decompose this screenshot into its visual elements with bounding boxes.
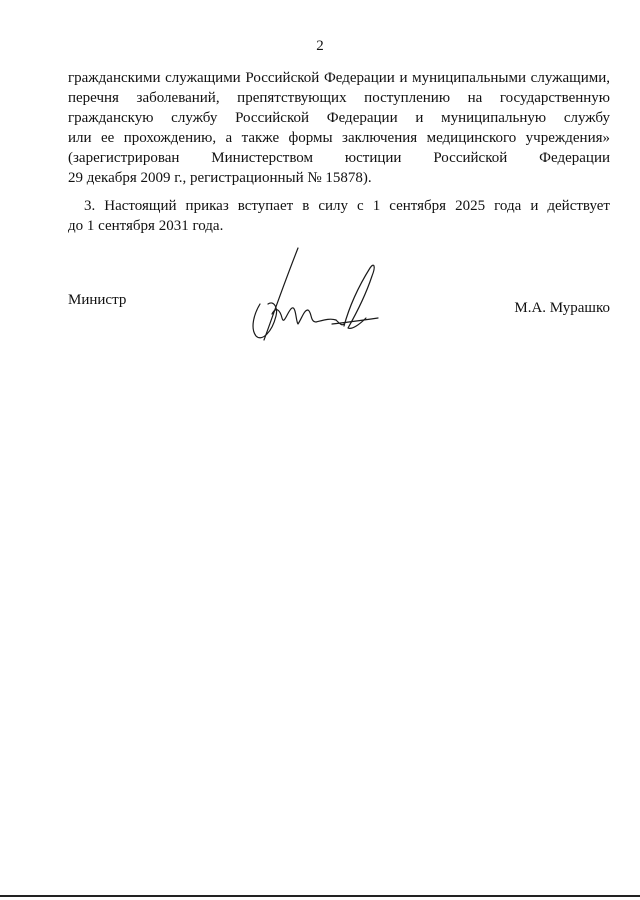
handwritten-signature [232,244,382,344]
text-line: до 1 сентября 2031 года. [68,218,224,234]
text-line: перечня заболеваний, препятствующих поступлению на государственную [68,90,610,106]
text-line: 3. Настоящий приказ вступает в силу с 1 сентября 2025 года и действует [84,198,610,214]
page-number: 2 [316,38,324,54]
text-line: гражданскую службу Российской Федерации и муниципальную службу [68,110,610,126]
paragraph-effective-date [68,196,610,236]
paragraph-list-end [68,68,610,188]
text-line: 29 декабря 2009 г., регистрационный № 15878). [68,170,372,186]
text-line: (зарегистрирован Министерством юстиции Российской Федерации [68,150,610,166]
text-line: или ее прохождению, а также формы заключения медицинского учреждения» [68,130,610,146]
signatory-name: М.А. Мурашко [514,300,610,316]
page-bottom-edge [0,895,640,897]
signatory-title: Министр [68,292,127,308]
text-line: гражданскими служащими Российской Федерации и муниципальными служащими, [68,70,610,86]
